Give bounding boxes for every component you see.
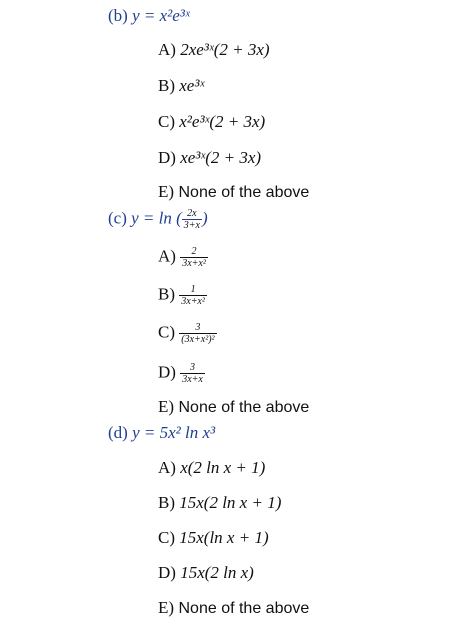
option-letter: B): [158, 493, 175, 512]
question-label: (b): [108, 6, 128, 25]
option-letter: E): [158, 182, 175, 201]
option-c-a[interactable]: [158, 246, 208, 269]
option-letter: D): [158, 148, 176, 167]
option-b-b[interactable]: [158, 76, 204, 96]
option-d-e[interactable]: [158, 598, 309, 619]
option-letter: D): [158, 563, 176, 582]
option-c-e[interactable]: [158, 397, 309, 418]
question-b: [108, 6, 190, 26]
option-expression: 15x(ln x + 1): [179, 528, 269, 547]
option-c-b[interactable]: [158, 284, 207, 307]
option-letter: A): [158, 246, 176, 266]
option-fraction: $\frac{3}{\text{(3x+x²)²}}$: [181, 322, 215, 345]
option-fraction: $\frac{2}{\text{3x+x²}}$: [182, 246, 206, 269]
option-b-a[interactable]: [158, 40, 270, 60]
question-c: (c) y = ln ( $\frac{2x}{3+x}$ ): [108, 208, 208, 231]
option-d-b[interactable]: [158, 493, 281, 513]
question-equation: y = 5x² ln x³: [132, 423, 216, 442]
option-expression: x²e³ˣ(2 + 3x): [179, 112, 266, 131]
question-label: (c): [108, 208, 127, 228]
option-b-d[interactable]: [158, 148, 261, 168]
option-letter: C): [158, 322, 175, 342]
question-equation: y = x²e³ˣ: [132, 6, 190, 25]
option-letter: B): [158, 284, 175, 304]
option-expression: 15x(2 ln x): [180, 563, 254, 582]
equation-fraction: $\frac{2x}{3+x}$: [183, 208, 200, 231]
option-fraction: $\frac{1}{\text{3x+x²}}$: [181, 284, 205, 307]
option-letter: A): [158, 40, 176, 59]
option-expression: x(2 ln x + 1): [180, 458, 266, 477]
option-expression: xe³ˣ(2 + 3x): [180, 148, 262, 167]
option-text: None of the above: [178, 399, 310, 416]
option-letter: E): [158, 598, 175, 617]
option-letter: E): [158, 397, 175, 416]
option-letter: C): [158, 112, 175, 131]
option-expression: 2xe³ˣ(2 + 3x): [180, 40, 270, 59]
option-d-c[interactable]: [158, 528, 269, 548]
option-c-c[interactable]: [158, 322, 217, 345]
option-expression: 15x(2 ln x + 1): [179, 493, 282, 512]
option-d-a[interactable]: [158, 458, 265, 478]
option-letter: B): [158, 76, 175, 95]
option-letter: C): [158, 528, 175, 547]
question-d: [108, 423, 215, 443]
option-c-d[interactable]: [158, 362, 205, 385]
question-label: (d): [108, 423, 128, 442]
option-text: None of the above: [178, 600, 310, 617]
option-fraction: $\frac{3}{3x+x}$: [182, 362, 203, 385]
option-b-c[interactable]: [158, 112, 265, 132]
question-equation: y = ln: [131, 208, 172, 228]
option-letter: D): [158, 362, 176, 382]
option-d-d[interactable]: [158, 563, 254, 583]
option-text: None of the above: [178, 184, 310, 201]
option-b-e[interactable]: [158, 182, 309, 203]
option-expression: xe³ˣ: [179, 76, 205, 95]
option-letter: A): [158, 458, 176, 477]
